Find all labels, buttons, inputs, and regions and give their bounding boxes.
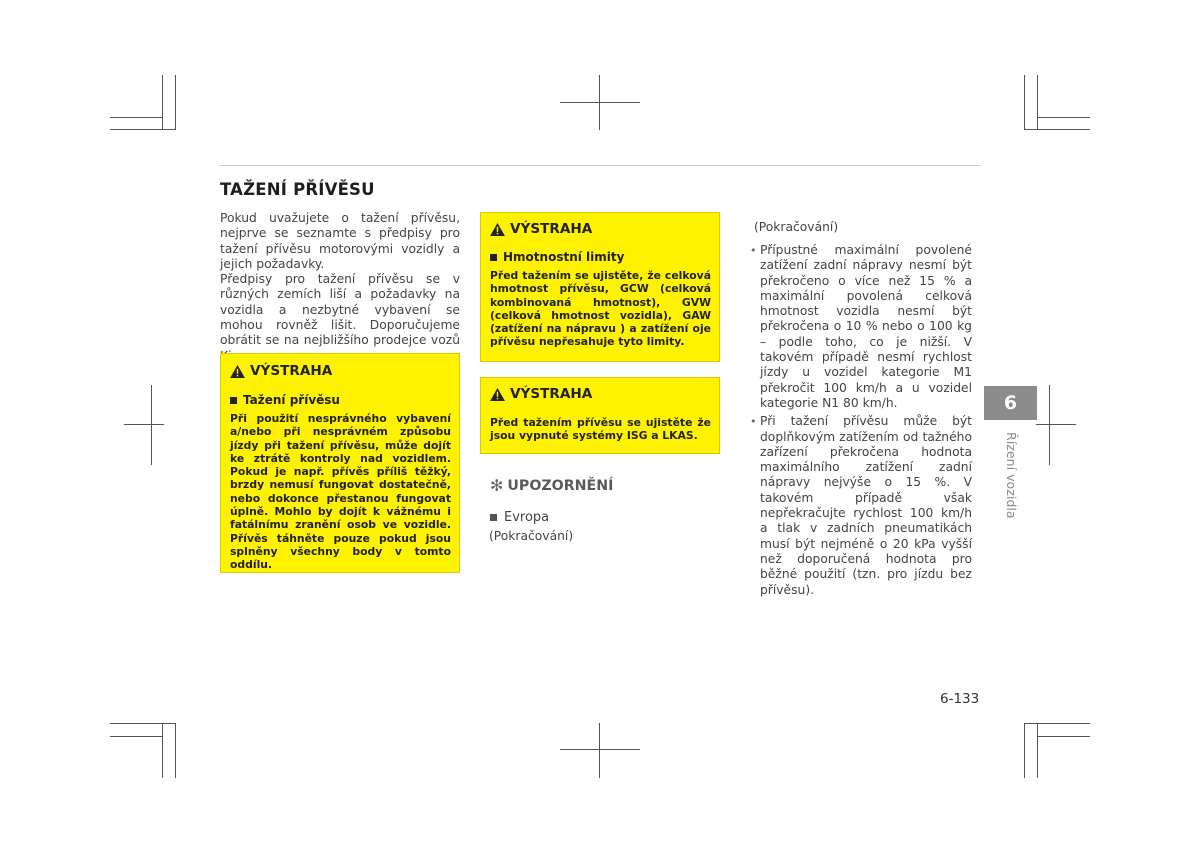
warning-subheading-label: Tažení přívěsu xyxy=(243,393,340,407)
intro-text xyxy=(220,211,460,364)
bullet-list xyxy=(750,243,972,601)
section-title: TAŽENÍ PŘÍVĚSU xyxy=(220,180,375,199)
notice-heading-label: UPOZORNĚNÍ xyxy=(507,477,614,494)
chapter-name: Řízení vozidla xyxy=(1004,432,1019,519)
square-bullet-icon xyxy=(490,514,497,521)
warning-triangle-icon xyxy=(490,223,505,236)
warning-subheading xyxy=(490,250,711,264)
warning-box-isg-lkas xyxy=(480,377,720,454)
warning-heading xyxy=(230,363,451,379)
warning-subheading xyxy=(230,393,451,407)
warning-heading-label: VÝSTRAHA xyxy=(510,386,593,402)
warning-triangle-icon xyxy=(230,365,245,378)
warning-box-weight-limits xyxy=(480,212,720,362)
warning-text: Při použití nesprávného vybavení a/nebo při nesprávném způsobu jízdy při tažení přívěsu, může dojít ke ztrátě kontroly nad vozidlem. Pokud je např. přívěs příliš těžký, brzdy nemusí fungovat dostatečně, nebo dokonce přestanou fungovat úplně. Mohlo by dojít k vážnému i fatálnímu zranění osob ve vozidle. Přívěs táhněte pouze pokud jsou splněny všechny body v tomto oddílu. xyxy=(230,412,451,572)
warning-heading-label: VÝSTRAHA xyxy=(250,363,333,379)
warning-heading xyxy=(490,221,711,237)
list-item: • Při tažení přívěsu může být doplňkovým zatížením od tažného zařízení překročena hodnota maximálního zatížení zadní nápravy nejvýše o 15 %. V takovém případě však nepřekračujte rychlost 100 km/h a tlak v zadních pneumatikách musí být nejméně o 20 kPa vyšší než doporučená hodnota pro běžné použití (tzn. pro jízdu bez přívěsu). xyxy=(750,414,972,598)
intro-paragraph-1: Pokud uvažujete o tažení přívěsu, nejprve se seznamte s předpisy pro tažení přívěsu motorovými vozidly a jejich požadavky. xyxy=(220,211,460,271)
square-bullet-icon xyxy=(230,397,237,404)
warning-text: Před tažením se ujistěte, že celková hmotnost přívěsu, GCW (celková kombinovaná hmotnost), GVW (celková hmotnost vozidla), GAW (zatížení na nápravu ) a zatížení oje přívěsu nepřesahuje tyto limity. xyxy=(490,269,711,349)
warning-heading xyxy=(490,386,711,402)
list-item: • Přípustné maximální povolené zatížení zadní nápravy nesmí být překročeno o více než 15 % a maximální povolená celková hmotnost vozidla nesmí být překročena o 10 % nebo o 100 kg – podle toho, co je nižší. V takovém případě nesmí rychlost jízdy u vozidel kategorie M1 překročit 100 km/h a u vozidel kategorie N1 80 km/h. xyxy=(750,243,972,411)
asterisk-icon: ✻ xyxy=(490,476,504,495)
header-rule xyxy=(220,165,980,166)
notice-subheading-label: Evropa xyxy=(504,510,550,525)
square-bullet-icon xyxy=(490,254,497,261)
warning-box-trailer-towing xyxy=(220,353,460,573)
chapter-tab: 6 xyxy=(984,386,1037,420)
continued-label: (Pokračování) xyxy=(754,220,839,234)
continued-label: (Pokračování) xyxy=(489,529,574,543)
intro-paragraph-2: Předpisy pro tažení přívěsu se v různých zemích liší a požadavky na vozidla a nezbytné vybavení se mohou rovněž lišit. Doporučujeme obrátit se na nejbližšího prodejce vozů xyxy=(220,272,460,348)
warning-heading-label: VÝSTRAHA xyxy=(510,221,593,237)
warning-subheading-label: Hmotnostní limity xyxy=(503,250,625,264)
warning-text: Před tažením přívěsu se ujistěte že jsou vypnuté systémy ISG a LKAS. xyxy=(490,416,711,443)
page-number: 6-133 xyxy=(940,691,980,707)
notice-subheading xyxy=(490,510,549,525)
warning-triangle-icon xyxy=(490,388,505,401)
notice-heading xyxy=(490,476,613,495)
